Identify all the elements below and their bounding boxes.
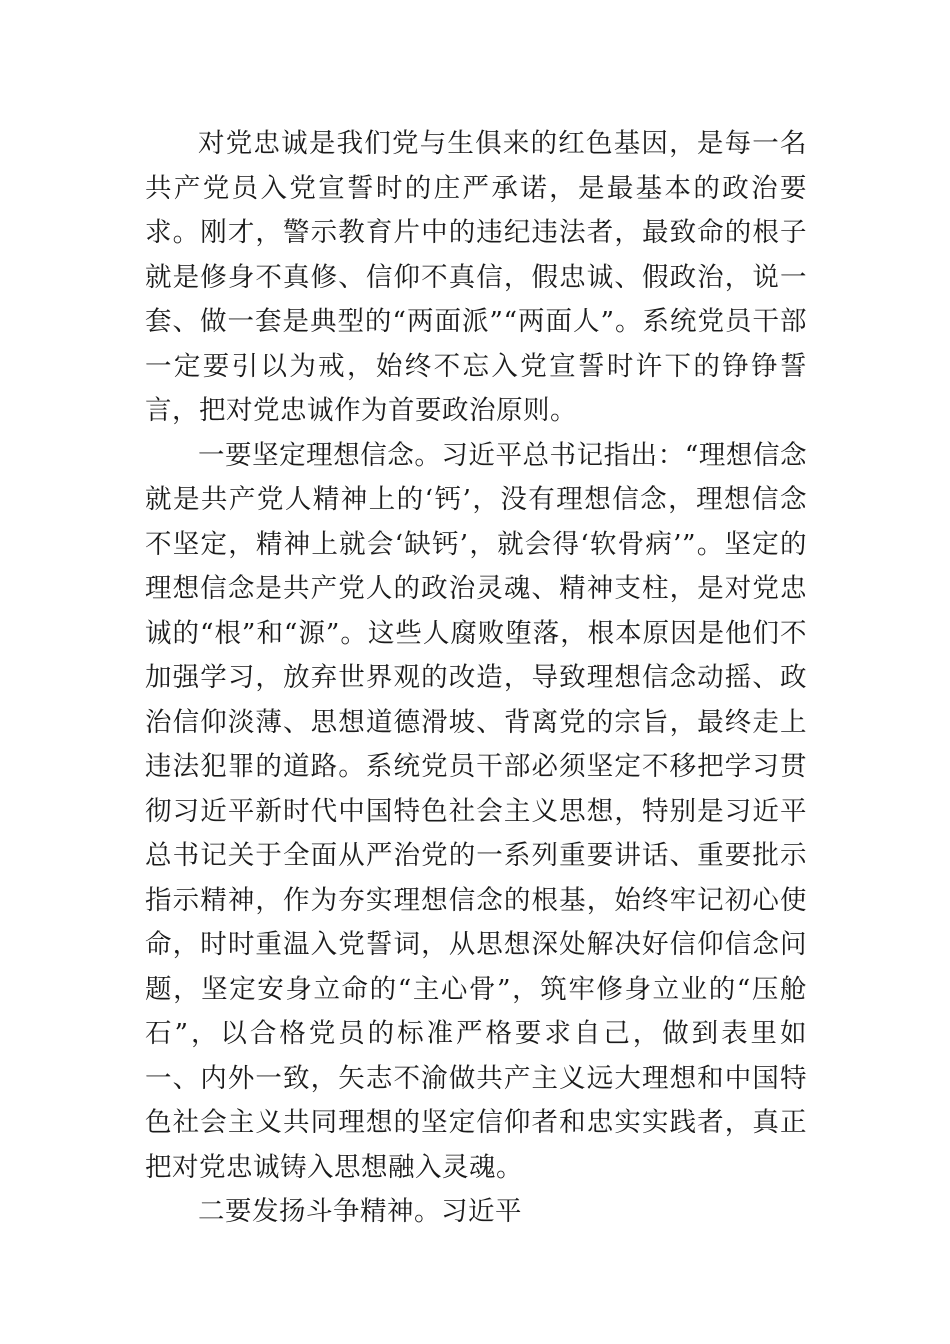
paragraph-struggle-spirit: 二要发扬斗争精神。习近平: [198, 1196, 522, 1227]
paragraph-ideals-beliefs: 一要坚定理想信念。习近平总书记指出：“理想信念就是共产党人精神上的‘钙’，没有理想信念，理想信念不坚定，精神上就会‘缺钙’，就会得‘软骨病’”。坚定的理想信念是共产党人的政治灵魂、精神支柱，是对党忠诚的“根”和“源”。这些人腐败堕落，根本原因是他们不加强学习，放弃世界观的改造，导致理想信念动摇、政治信仰淡薄、思想道德滑坡、背离党的宗旨，最终走上违法犯罪的道路。系统党员干部必须坚定不移把学习贯彻习近平新时代中国特色社会主义思想，特别是习近平总书记关于全面从严治党的一系列重要讲话、重要批示指示精神，作为夯实理想信念的根基，始终牢记初心使命，时时重温入党誓词，从思想深处解决好信仰信念问题，坚定安身立命的“主心骨”，筑牢修身立业的“压舱石”，以合格党员的标准严格要求自己，做到表里如一、内外一致，矢志不渝做共产主义远大理想和中国特色社会主义共同理想的坚定信仰者和忠实实践者，真正把对党忠诚铸入思想融入灵魂。: [145, 439, 807, 1183]
document-body: [145, 122, 807, 1235]
paragraph-loyalty-intro: 对党忠诚是我们党与生俱来的红色基因，是每一名共产党员入党宣誓时的庄严承诺，是最基本的政治要求。刚才，警示教育片中的违纪违法者，最致命的根子就是修身不真修、信仰不真信，假忠诚、假政治，说一套、做一套是典型的“两面派”“两面人”。系统党员干部一定要引以为戒，始终不忘入党宣誓时许下的铮铮誓言，把对党忠诚作为首要政治原则。: [145, 128, 807, 426]
